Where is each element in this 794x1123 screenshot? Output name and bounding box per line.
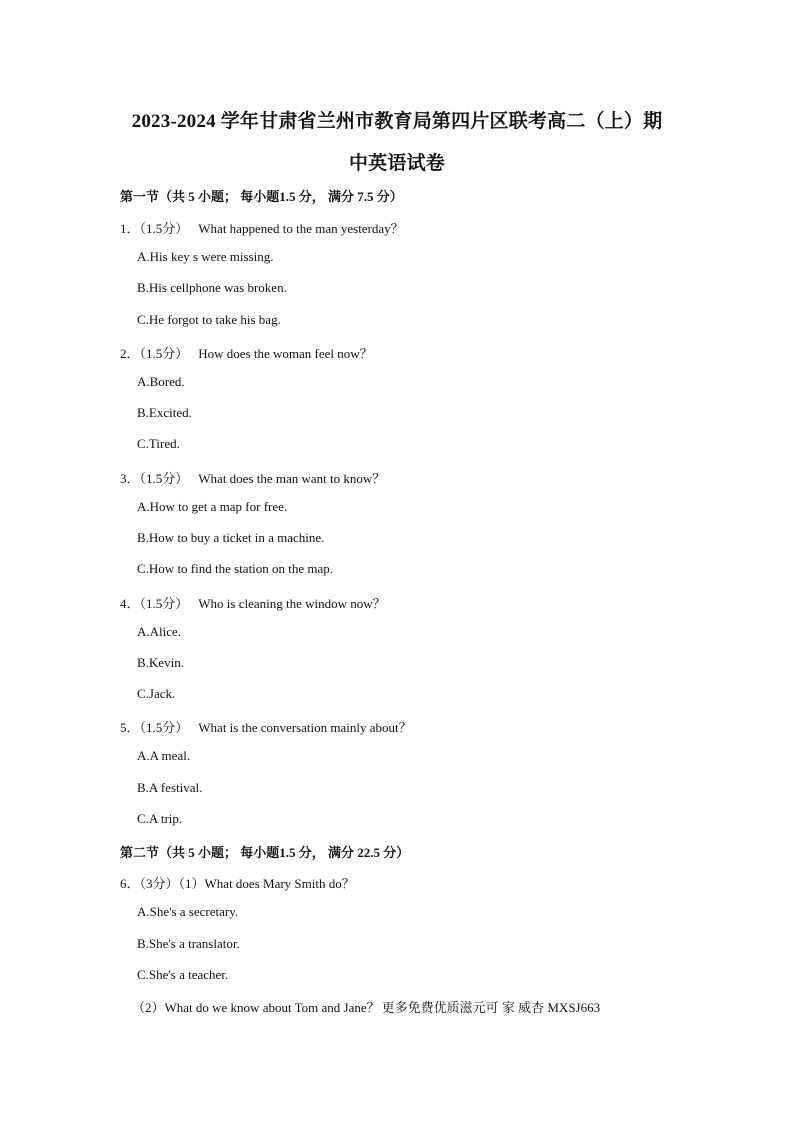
question-points: （1.5分） — [139, 471, 189, 486]
question-5 — [120, 717, 412, 736]
question-number: 3． — [120, 471, 140, 486]
question-text: Who is cleaning the window now？ — [198, 596, 386, 611]
option-c: C.She's a teacher. — [137, 967, 229, 982]
option-a: A.His key s were missing. — [137, 249, 274, 264]
question-points: （1.5分） — [139, 221, 189, 236]
question-6 — [120, 873, 355, 892]
option-b: B.His cellphone was broken. — [137, 280, 287, 295]
option-c: C.He forgot to take his bag. — [137, 312, 281, 327]
option-b: B.A festival. — [137, 780, 203, 795]
question-text: How does the woman feel now？ — [198, 346, 373, 361]
option-c: C.Tired. — [137, 436, 180, 451]
sub-question-text: （2）What do we know about Tom and Jane？ — [132, 1000, 380, 1015]
option-b: B.Excited. — [137, 405, 192, 420]
question-points: （3分） — [139, 876, 179, 891]
question-text: （1）What does Mary Smith do？ — [178, 876, 355, 891]
option-a: A.How to get a map for free. — [137, 499, 288, 514]
question-number: 1． — [120, 221, 140, 236]
option-a: A.Bored. — [137, 374, 185, 389]
watermark-text: 更多免费优质滋元可 家 威杏 MXSJ663 — [381, 1000, 601, 1015]
option-a: A.A meal. — [137, 748, 191, 763]
question-points: （1.5分） — [139, 720, 189, 735]
section-heading-2: 第二节（共 5 小题； 每小题1.5 分， 满分 22.5 分） — [120, 845, 410, 860]
option-b: B.Kevin. — [137, 655, 184, 670]
document-title-line-2: 中英语试卷 — [348, 153, 445, 174]
option-a: A.Alice. — [137, 624, 182, 639]
question-3 — [120, 468, 385, 487]
question-text: What is the conversation mainly about？ — [198, 720, 412, 735]
question-number: 2． — [120, 346, 140, 361]
question-4 — [120, 593, 386, 612]
option-c: C.How to find the station on the map. — [137, 561, 334, 576]
question-number: 4． — [120, 596, 140, 611]
question-6-sub-2 — [132, 997, 600, 1016]
document-title-line-1: 2023-2024 学年甘肃省兰州市教育局第四片区联考高二（上）期 — [131, 111, 663, 132]
question-1 — [120, 218, 404, 237]
question-points: （1.5分） — [139, 346, 189, 361]
option-a: A.She's a secretary. — [137, 904, 239, 919]
option-b: B.She's a translator. — [137, 936, 240, 951]
question-text: What happened to the man yesterday？ — [198, 221, 404, 236]
option-c: C.Jack. — [137, 686, 176, 701]
question-number: 5． — [120, 720, 140, 735]
option-c: C.A trip. — [137, 811, 183, 826]
question-text: What does the man want to know？ — [198, 471, 386, 486]
question-number: 6． — [120, 876, 140, 891]
option-b: B.How to buy a ticket in a machine. — [137, 530, 325, 545]
question-2 — [120, 343, 373, 362]
section-heading-1: 第一节（共 5 小题； 每小题1.5 分， 满分 7.5 分） — [120, 189, 403, 204]
question-points: （1.5分） — [139, 596, 189, 611]
